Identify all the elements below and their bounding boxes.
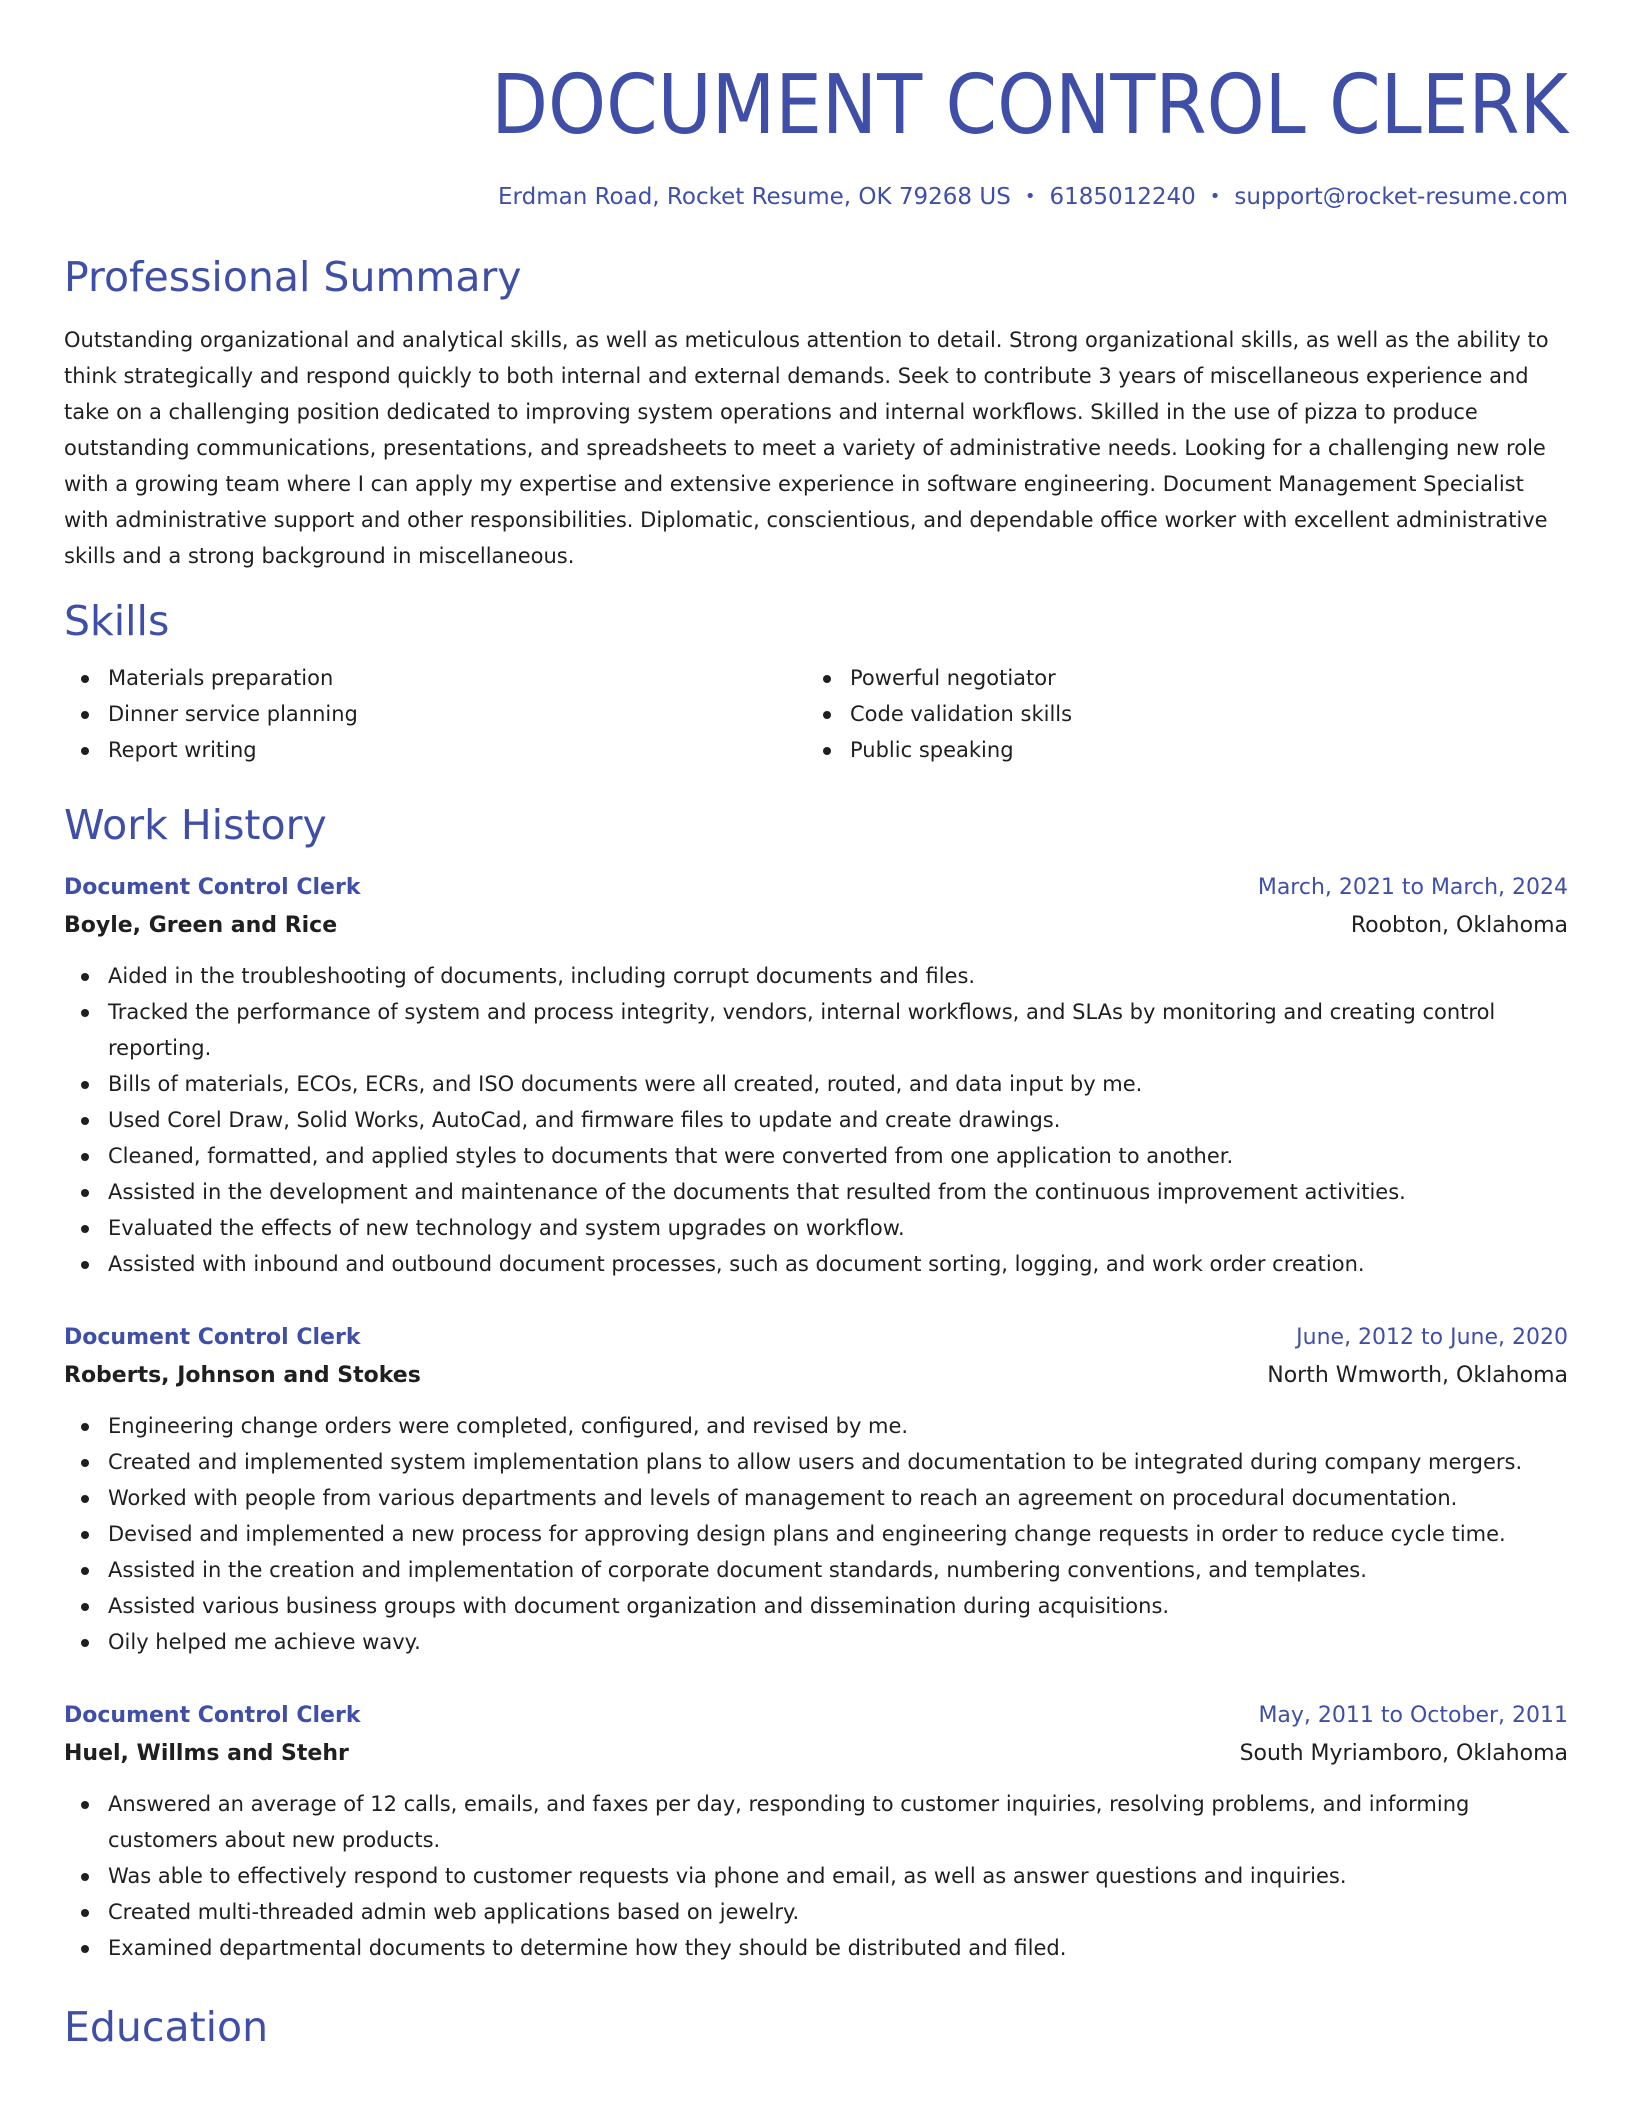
job-entry xyxy=(64,870,1568,1282)
job-bullet: Examined departmental documents to determine how they should be distributed and filed. xyxy=(64,1930,1568,1966)
job-header xyxy=(64,1320,1568,1356)
job-bullet: Evaluated the effects of new technology and system upgrades on workflow. xyxy=(64,1210,1568,1246)
job-header xyxy=(64,1698,1568,1734)
contact-address: Erdman Road, Rocket Resume, OK 79268 US xyxy=(498,184,1011,210)
job-location: North Wmworth, Oklahoma xyxy=(1267,1363,1568,1388)
job-bullet: Oily helped me achieve wavy. xyxy=(64,1624,1568,1660)
job-bullet: Tracked the performance of system and process integrity, vendors, internal workflows, and SLAs by monitoring and creating control reporting. xyxy=(64,994,1568,1066)
education-heading: Education xyxy=(64,2003,269,2051)
skill-item: Public speaking xyxy=(806,732,1548,768)
job-bullet: Assisted in the creation and implementation of corporate document standards, numbering conventions, and templates. xyxy=(64,1552,1568,1588)
contact-email: support@rocket-resume.com xyxy=(1234,184,1568,210)
job-subheader xyxy=(64,908,1568,944)
resume-page xyxy=(64,0,1568,2052)
job-bullet: Devised and implemented a new process for approving design plans and engineering change requests in order to reduce cycle time. xyxy=(64,1516,1568,1552)
job-subheader xyxy=(64,1358,1568,1394)
skills-column-left xyxy=(64,660,806,768)
job-bullet: Engineering change orders were completed, configured, and revised by me. xyxy=(64,1408,1568,1444)
job-bullet: Assisted with inbound and outbound document processes, such as document sorting, logging, and work order creation. xyxy=(64,1246,1568,1282)
skills-heading: Skills xyxy=(64,597,170,645)
job-bullet: Bills of materials, ECOs, ECRs, and ISO documents were all created, routed, and data input by me. xyxy=(64,1066,1568,1102)
contact-line xyxy=(64,182,1568,214)
summary-heading: Professional Summary xyxy=(64,253,522,301)
job-subheader xyxy=(64,1736,1568,1772)
job-title: Document Control Clerk xyxy=(64,875,361,900)
skill-item: Materials preparation xyxy=(64,660,806,696)
contact-phone: 6185012240 xyxy=(1049,184,1196,210)
job-location: South Myriamboro, Oklahoma xyxy=(1239,1741,1568,1766)
job-bullet: Was able to effectively respond to customer requests via phone and email, as well as answer questions and inquiries. xyxy=(64,1858,1568,1894)
skill-item: Report writing xyxy=(64,732,806,768)
job-dates: May, 2011 to October, 2011 xyxy=(1258,1703,1568,1728)
job-title: Document Control Clerk xyxy=(64,1325,361,1350)
job-title: Document Control Clerk xyxy=(64,1703,361,1728)
skill-item: Code validation skills xyxy=(806,696,1548,732)
job-entry xyxy=(64,1698,1568,1966)
job-bullet: Used Corel Draw, Solid Works, AutoCad, and firmware files to update and create drawings. xyxy=(64,1102,1568,1138)
resume-name: DOCUMENT CONTROL CLERK xyxy=(491,58,1568,153)
job-bullets xyxy=(64,1408,1568,1660)
skills-list xyxy=(64,660,1568,768)
skill-item: Powerful negotiator xyxy=(806,660,1548,696)
job-bullets xyxy=(64,1786,1568,1966)
job-bullet: Assisted in the development and maintenance of the documents that resulted from the continuous improvement activities. xyxy=(64,1174,1568,1210)
separator-dot: • xyxy=(1209,186,1221,207)
job-company: Roberts, Johnson and Stokes xyxy=(64,1363,421,1388)
job-entry xyxy=(64,1320,1568,1660)
job-company: Huel, Willms and Stehr xyxy=(64,1741,349,1766)
job-bullet: Created multi-threaded admin web applications based on jewelry. xyxy=(64,1894,1568,1930)
job-dates: June, 2012 to June, 2020 xyxy=(1296,1325,1568,1350)
job-bullet: Assisted various business groups with document organization and dissemination during acquisitions. xyxy=(64,1588,1568,1624)
job-bullet: Created and implemented system implementation plans to allow users and documentation to be integrated during company mergers. xyxy=(64,1444,1568,1480)
job-bullet: Aided in the troubleshooting of documents, including corrupt documents and files. xyxy=(64,958,1568,994)
job-location: Roobton, Oklahoma xyxy=(1350,913,1568,938)
skills-column-right xyxy=(806,660,1548,768)
skill-item: Dinner service planning xyxy=(64,696,806,732)
job-bullet: Cleaned, formatted, and applied styles to documents that were converted from one application to another. xyxy=(64,1138,1568,1174)
summary-text: Outstanding organizational and analytical skills, as well as meticulous attention to detail. Strong organizational skills, as well as the ability to think strategically and respond quickly to both internal and external demands. Seek to contribute 3 years of miscellaneous experience and take on a challenging position dedicated to improving system operations and internal workflows. Skilled in the use of pizza to produce outstanding communications, presentations, and spreadsheets to meet a variety of administrative needs. Looking for a challenging new role with a growing team where I can apply my expertise and extensive experience in software engineering. Document Management Specialist with administrative support and other responsibilities. Diplomatic, conscientious, and dependable office worker with excellent administrative skills and a strong background in miscellaneous. xyxy=(64,328,1549,568)
work-history-heading: Work History xyxy=(64,801,327,849)
job-dates: March, 2021 to March, 2024 xyxy=(1257,875,1568,900)
job-bullet: Answered an average of 12 calls, emails, and faxes per day, responding to customer inquiries, resolving problems, and informing customers about new products. xyxy=(64,1786,1568,1858)
job-bullets xyxy=(64,958,1568,1282)
job-bullet: Worked with people from various departments and levels of management to reach an agreement on procedural documentation. xyxy=(64,1480,1568,1516)
job-company: Boyle, Green and Rice xyxy=(64,913,338,938)
job-header xyxy=(64,870,1568,906)
separator-dot: • xyxy=(1024,186,1036,207)
